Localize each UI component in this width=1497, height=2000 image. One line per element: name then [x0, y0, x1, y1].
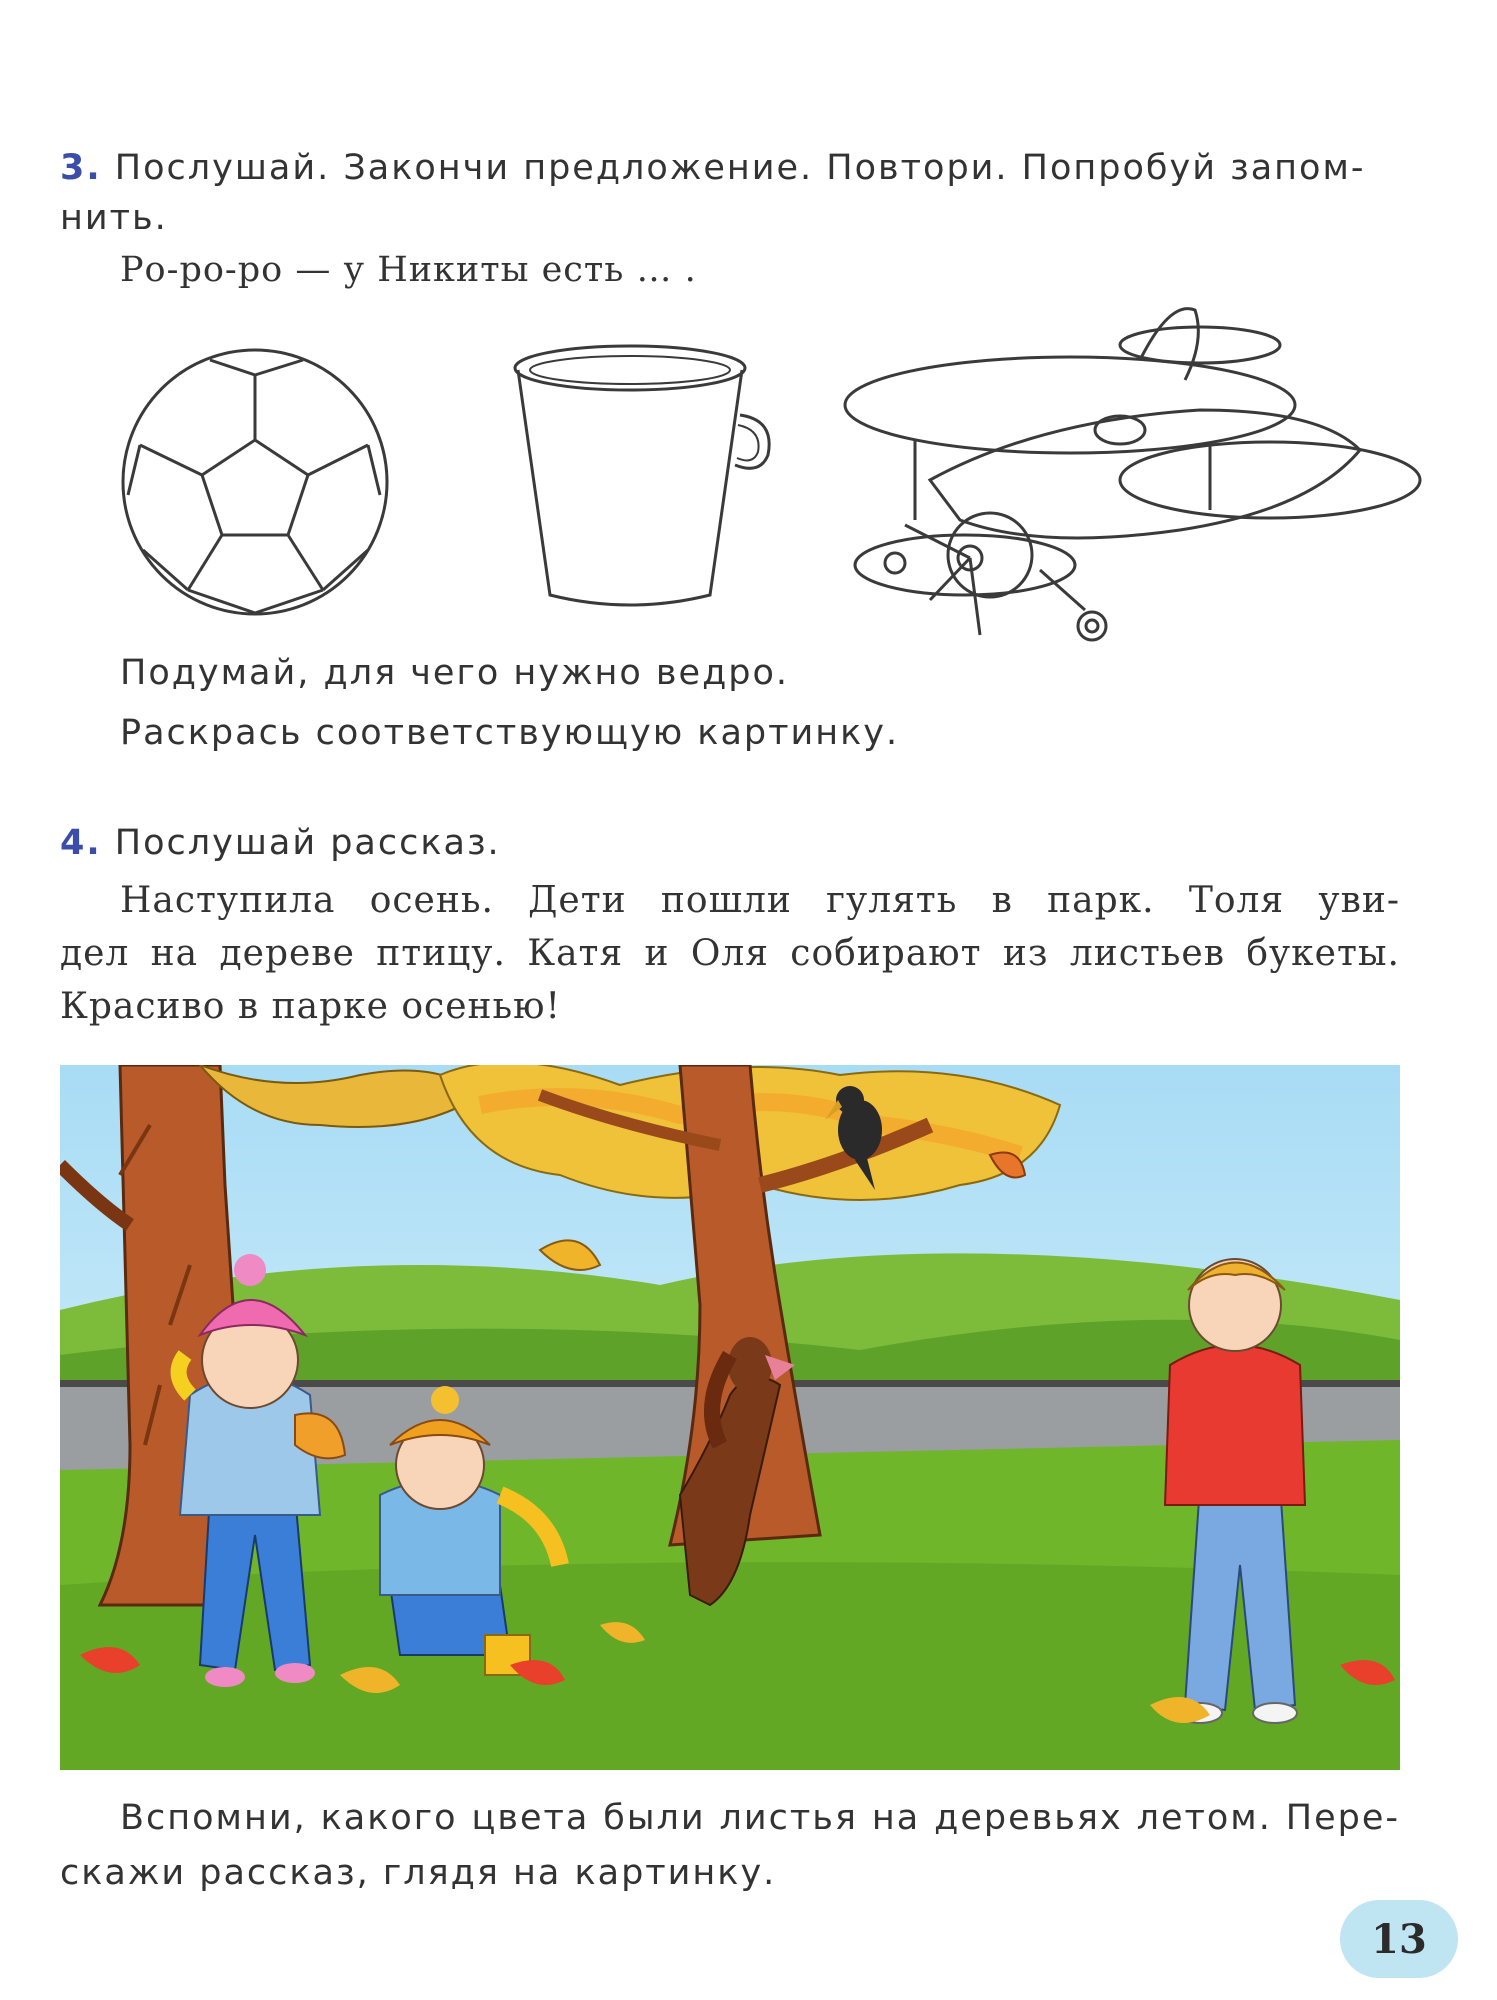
task4-story-line1: Наступила осень. Дети пошли гулять в парк. Толя уви-: [120, 880, 1400, 921]
airplane-icon: [840, 300, 1430, 660]
ball-icon: [118, 345, 392, 619]
task3-question-line2: Раскрась соответствующую картинку.: [120, 713, 900, 753]
task4-story-line3: Красиво в парке осенью!: [60, 986, 561, 1027]
task3-instruction-line1: Послушай. Закончи предложение. Повтори. Попробуй запом-: [114, 148, 1366, 188]
task3-instruction: [60, 140, 1400, 196]
task4-instruction-text: Послушай рассказ.: [114, 823, 501, 863]
task3-rhyme: Ро-ро-ро — у Никиты есть … .: [120, 250, 697, 290]
autumn-park-illustration: [60, 1065, 1400, 1770]
bucket-icon: [510, 340, 780, 620]
task4-question-line2: скажи рассказ, глядя на картинку.: [60, 1853, 777, 1893]
task3-question-line1: Подумай, для чего нужно ведро.: [120, 653, 790, 693]
task4-story-line2: дел на дереве птицу. Катя и Оля собирают из листьев букеты.: [60, 933, 1400, 974]
task4-number: 4.: [60, 823, 102, 863]
page-number-badge: 13: [1340, 1900, 1458, 1978]
task4-instruction: [60, 815, 501, 871]
task3-number: 3.: [60, 148, 102, 188]
task3-instruction-line2: нить.: [60, 198, 168, 238]
task4-question-line1: Вспомни, какого цвета были листья на деревьях летом. Пере-: [120, 1798, 1400, 1838]
